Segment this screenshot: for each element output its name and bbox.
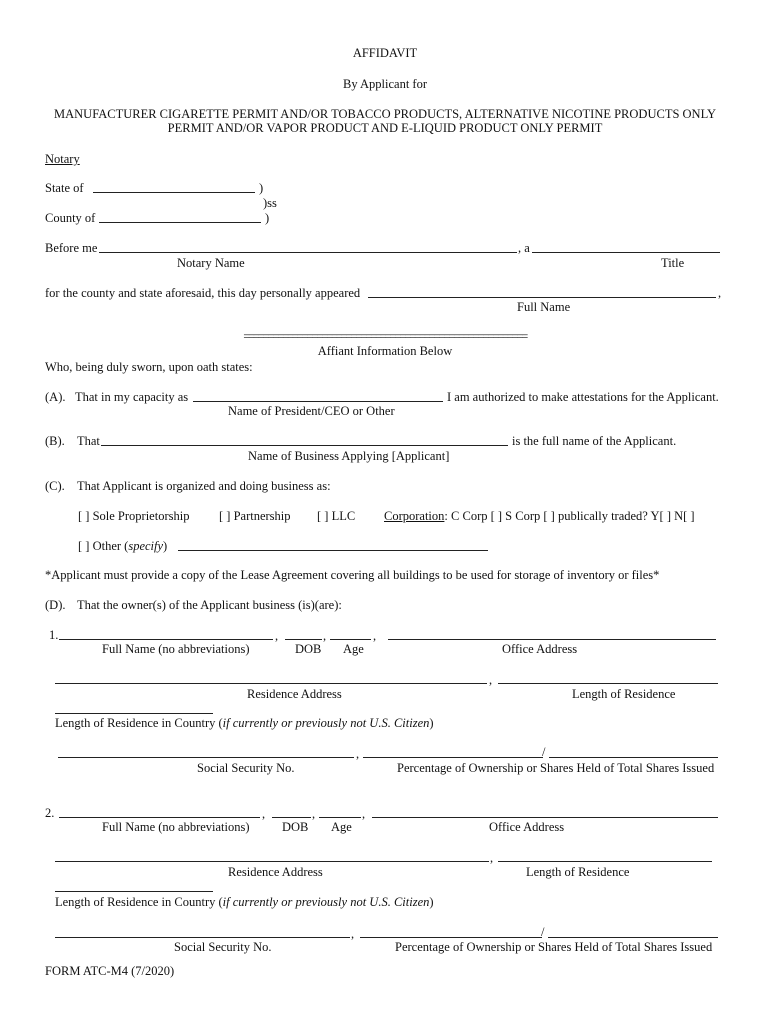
country-caption-prefix: Length of Residence in Country ( — [55, 716, 223, 730]
owner-length-residence-field[interactable] — [498, 683, 718, 684]
appeared-full-name-field[interactable] — [368, 297, 716, 298]
comma: , — [275, 629, 279, 643]
other-suffix: ) — [163, 539, 168, 553]
country-caption-italic: if currently or previously not U.S. Citizen — [222, 895, 430, 909]
corporation-options[interactable] — [384, 509, 695, 523]
slash: / — [541, 925, 545, 939]
country-caption-italic: if currently or previously not U.S. Citizen — [222, 716, 430, 730]
section-b-text-end: is the full name of the Applicant. — [512, 434, 677, 448]
length-residence-country-caption — [55, 895, 434, 909]
owner-office-address-field[interactable] — [372, 817, 718, 818]
capacity-caption: Name of President/CEO or Other — [228, 404, 395, 418]
notary-name-field[interactable] — [99, 252, 517, 253]
section-a-text: That in my capacity as — [75, 390, 189, 404]
country-caption-suffix: ) — [429, 716, 434, 730]
full-name-caption: Full Name — [517, 300, 571, 314]
owner-dob-field[interactable] — [272, 817, 311, 818]
owner-age-field[interactable] — [319, 817, 361, 818]
other-specify-text: specify — [128, 539, 164, 553]
dob-caption: DOB — [295, 642, 322, 656]
country-caption-suffix: ) — [429, 895, 434, 909]
section-c-label: (C). — [45, 479, 65, 493]
age-caption: Age — [331, 820, 352, 834]
sworn-text: Who, being duly sworn, upon oath states: — [45, 360, 253, 374]
dob-caption: DOB — [282, 820, 309, 834]
section-d-text: That the owner(s) of the Applicant business (is)(are): — [77, 598, 342, 612]
owner-full-name-field[interactable] — [59, 817, 260, 818]
owner-dob-field[interactable] — [285, 639, 322, 640]
residence-address-caption: Residence Address — [228, 865, 323, 879]
form-title: AFFIDAVIT — [352, 46, 418, 60]
notary-title-field[interactable] — [532, 252, 720, 253]
full-name-caption: Full Name (no abbreviations) — [102, 642, 250, 656]
owner-age-field[interactable] — [330, 639, 371, 640]
section-b-label: (B). — [45, 434, 65, 448]
permit-title-line-2: PERMIT AND/OR VAPOR PRODUCT AND E-LIQUID PRODUCT ONLY PERMIT — [167, 121, 603, 135]
comma: , — [489, 673, 493, 687]
sole-proprietorship-checkbox[interactable]: [ ] Sole Proprietorship — [78, 509, 190, 523]
appeared-comma: , — [718, 286, 722, 300]
length-residence-caption: Length of Residence — [572, 687, 676, 701]
before-me-label: Before me — [45, 241, 98, 255]
owner-residence-address-field[interactable] — [55, 861, 489, 862]
comma-a-text: , a — [518, 241, 530, 255]
partnership-checkbox[interactable]: [ ] Partnership — [219, 509, 291, 523]
owner-length-residence-field[interactable] — [498, 861, 712, 862]
form-subtitle: By Applicant for — [342, 77, 427, 91]
other-prefix: [ ] Other ( — [78, 539, 129, 553]
state-field[interactable] — [93, 192, 255, 193]
slash: / — [542, 745, 546, 759]
owner-ownership-percent-field[interactable] — [360, 937, 542, 938]
age-caption: Age — [343, 642, 364, 656]
owner-ssn-field[interactable] — [58, 757, 354, 758]
comma: , — [323, 629, 327, 643]
ssn-caption: Social Security No. — [174, 940, 272, 954]
comma: , — [262, 807, 266, 821]
comma: , — [312, 807, 316, 821]
ownership-caption: Percentage of Ownership or Shares Held of Total Shares Issued — [397, 761, 715, 775]
length-residence-caption: Length of Residence — [526, 865, 630, 879]
permit-title-line-1: MANUFACTURER CIGARETTE PERMIT AND/OR TOBACCO PRODUCTS, ALTERNATIVE NICOTINE PRODUCTS ONLY — [54, 107, 716, 121]
section-a-text-end: I am authorized to make attestations for the Applicant. — [447, 390, 719, 404]
comma: , — [490, 851, 494, 865]
separator-line: ========================================================== — [243, 331, 527, 343]
comma: , — [351, 927, 355, 941]
owner-total-shares-field[interactable] — [548, 937, 718, 938]
owner-number: 2. — [45, 806, 55, 820]
business-name-field[interactable] — [101, 445, 508, 446]
owner-full-name-field[interactable] — [59, 639, 273, 640]
length-residence-country-caption — [55, 716, 434, 730]
ssn-caption: Social Security No. — [197, 761, 295, 775]
other-specify-field[interactable] — [178, 550, 488, 551]
capacity-field[interactable] — [193, 401, 443, 402]
llc-checkbox[interactable]: [ ] LLC — [317, 509, 356, 523]
corporation-choices: : C Corp [ ] S Corp [ ] publically traded? Y[ ] N[ ] — [444, 509, 695, 523]
owner-number: 1. — [49, 628, 59, 642]
county-bracket: ) — [265, 211, 270, 225]
owner-total-shares-field[interactable] — [549, 757, 718, 758]
ss-mark: )ss — [263, 196, 277, 210]
ownership-caption: Percentage of Ownership or Shares Held of Total Shares Issued — [395, 940, 713, 954]
owner-ssn-field[interactable] — [55, 937, 350, 938]
office-address-caption: Office Address — [502, 642, 578, 656]
affiant-info-heading: Affiant Information Below — [317, 344, 453, 358]
owner-office-address-field[interactable] — [388, 639, 716, 640]
owner-residence-address-field[interactable] — [55, 683, 487, 684]
comma: , — [373, 629, 377, 643]
owner-length-residence-country-field[interactable] — [55, 713, 213, 714]
county-label: County of — [45, 211, 96, 225]
other-checkbox[interactable] — [78, 539, 167, 553]
appeared-text: for the county and state aforesaid, this day personally appeared — [45, 286, 361, 300]
section-b-text: That — [77, 434, 100, 448]
business-name-caption: Name of Business Applying [Applicant] — [248, 449, 450, 463]
comma: , — [356, 747, 360, 761]
section-d-label: (D). — [45, 598, 66, 612]
owner-ownership-percent-field[interactable] — [363, 757, 543, 758]
full-name-caption: Full Name (no abbreviations) — [102, 820, 250, 834]
notary-heading: Notary — [45, 152, 80, 166]
office-address-caption: Office Address — [489, 820, 565, 834]
state-bracket: ) — [259, 181, 264, 195]
country-caption-prefix: Length of Residence in Country ( — [55, 895, 223, 909]
section-a-label: (A). — [45, 390, 66, 404]
comma: , — [362, 807, 366, 821]
residence-address-caption: Residence Address — [247, 687, 342, 701]
form-number: FORM ATC-M4 (7/2020) — [45, 964, 175, 978]
county-field[interactable] — [99, 222, 261, 223]
lease-agreement-note: *Applicant must provide a copy of the Lease Agreement covering all buildings to be used for storage of inventory or files* — [45, 568, 660, 582]
title-caption: Title — [661, 256, 685, 270]
notary-name-caption: Notary Name — [177, 256, 245, 270]
corporation-label: Corporation — [384, 509, 445, 523]
state-label: State of — [45, 181, 84, 195]
section-c-text: That Applicant is organized and doing business as: — [77, 479, 331, 493]
owner-length-residence-country-field[interactable] — [55, 891, 213, 892]
